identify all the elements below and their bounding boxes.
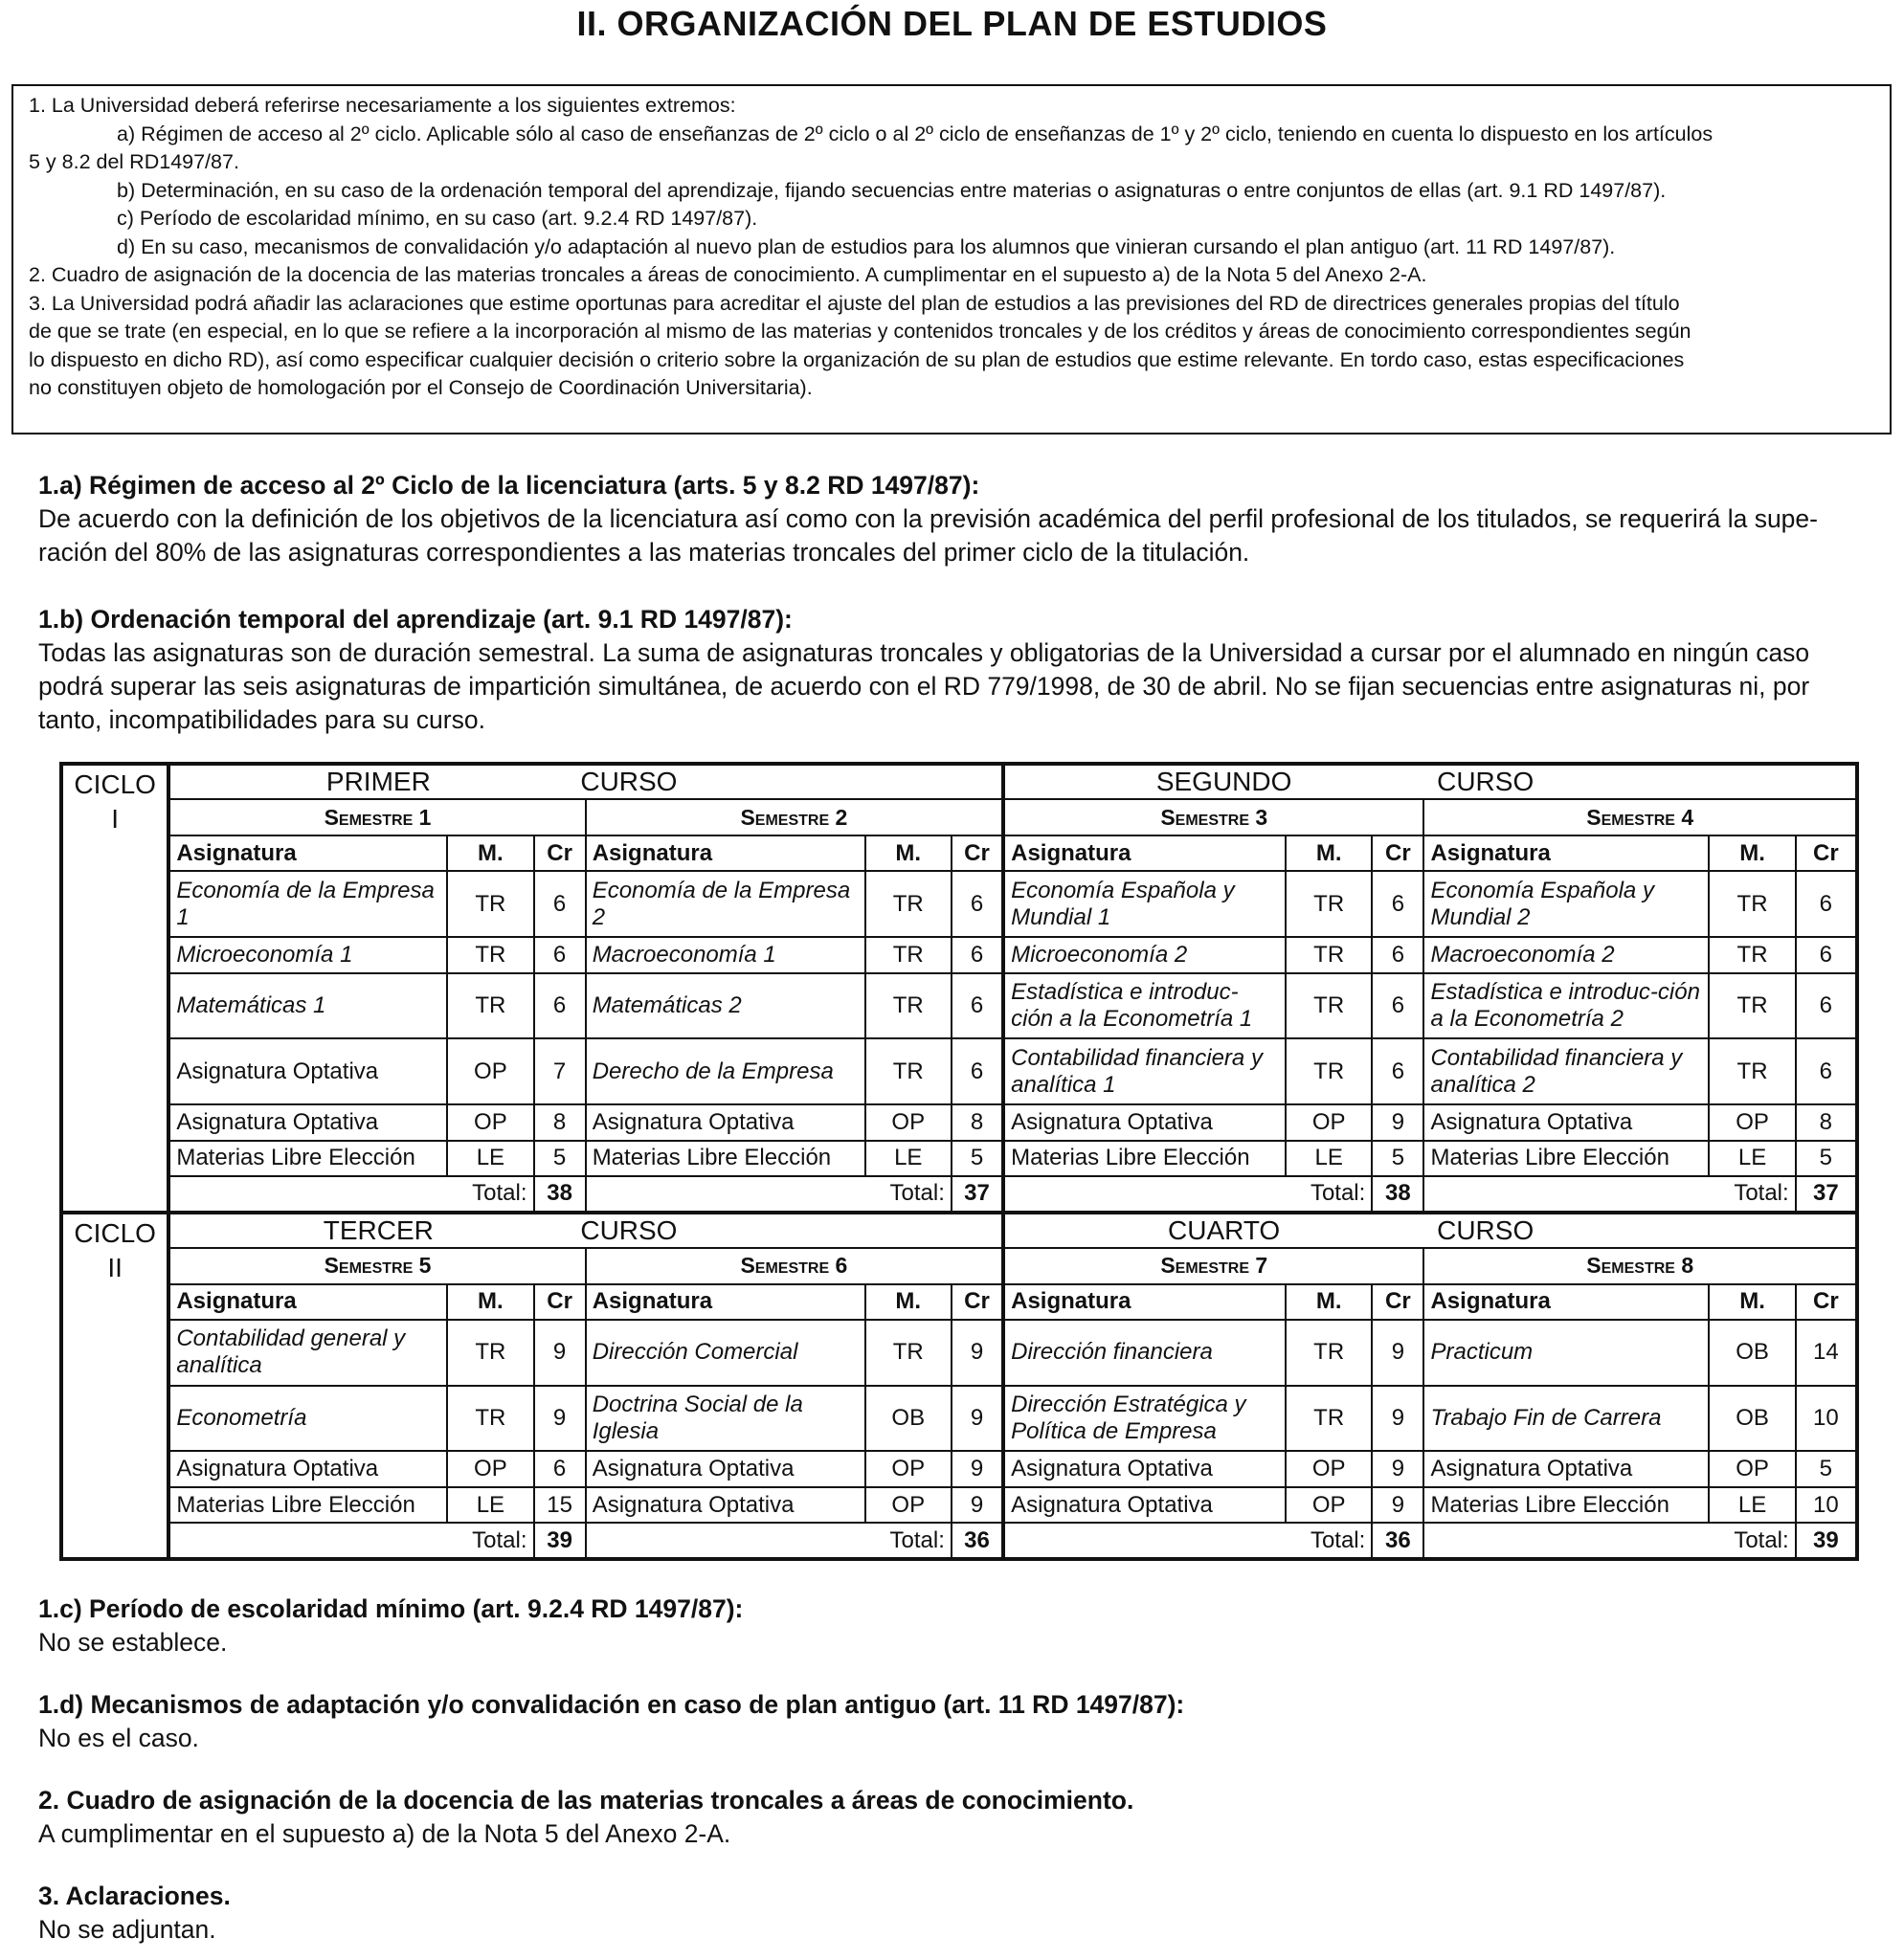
subject-type: OB: [865, 1386, 952, 1452]
subject-type: TR: [865, 937, 952, 972]
section-text: No se establece.: [38, 1628, 228, 1657]
subject-name: Estadística e introduc-ción a la Econometría 1: [1003, 973, 1286, 1039]
subject-type: OP: [1286, 1104, 1372, 1140]
subject-credits: 9: [952, 1451, 1003, 1486]
subject-name: Dirección Comercial: [586, 1320, 865, 1386]
semestre-header: Semestre 3: [1003, 799, 1423, 835]
subject-type: LE: [1709, 1141, 1795, 1176]
subject-name: Asignatura Optativa: [1423, 1451, 1709, 1486]
ciclo-label: [61, 764, 168, 1213]
table-row: [61, 1487, 1857, 1523]
subject-name: Dirección financiera: [1003, 1320, 1286, 1386]
subject-credits: 6: [952, 973, 1003, 1039]
col-header-m: M.: [1709, 1284, 1795, 1320]
table-row: [61, 871, 1857, 937]
instruction-line: 2. Cuadro de asignación de la docencia de las materias troncales a áreas de conocimiento. A cumplimentar en el supuesto a) de la Nota 5 del Anexo 2-A.: [29, 263, 1427, 286]
section-text: ración del 80% de las asignaturas correspondientes a las materias troncales del primer ciclo de la titulación.: [38, 538, 1250, 567]
semestre-row: [61, 799, 1857, 835]
col-header-m: M.: [1709, 835, 1795, 871]
subject-type: TR: [1286, 937, 1372, 972]
subject-credits: 9: [952, 1320, 1003, 1386]
subject-type: TR: [1286, 871, 1372, 937]
subject-name: Asignatura Optativa: [1003, 1104, 1286, 1140]
section-1a: [38, 469, 1876, 569]
subject-credits: 9: [952, 1386, 1003, 1452]
instruction-line: no constituyen objeto de homologación por el Consejo de Coordinación Universitaria).: [29, 376, 813, 399]
col-header-m: M.: [865, 1284, 952, 1320]
subject-name: Practicum: [1423, 1320, 1709, 1386]
curso-header-row: [61, 764, 1857, 799]
subject-type: TR: [865, 871, 952, 937]
table-row: [61, 937, 1857, 972]
subject-name: Dirección Estratégica y Política de Empresa: [1003, 1386, 1286, 1452]
table-row: [61, 1451, 1857, 1486]
ciclo-number: II: [107, 1252, 123, 1282]
table-row: [61, 1038, 1857, 1104]
subject-type: OP: [1286, 1451, 1372, 1486]
instruction-line: 1. La Universidad deberá referirse necesariamente a los siguientes extremos:: [29, 94, 736, 117]
subject-credits: 15: [534, 1487, 586, 1523]
subject-credits: 6: [534, 937, 586, 972]
subject-credits: 9: [1372, 1104, 1423, 1140]
subject-credits: 8: [534, 1104, 586, 1140]
subject-credits: 6: [1796, 1038, 1857, 1104]
section-text: No se adjuntan.: [38, 1915, 216, 1944]
total-value: 36: [952, 1523, 1003, 1559]
instruction-line: c) Período de escolaridad mínimo, en su caso (art. 9.2.4 RD 1497/87).: [117, 207, 758, 230]
curso-ordinal: PRIMER: [325, 767, 431, 797]
curso-word: CURSO: [580, 1214, 678, 1245]
subject-credits: 9: [1372, 1487, 1423, 1523]
section-heading: 2. Cuadro de asignación de la docencia de las materias troncales a áreas de conocimiento.: [38, 1786, 1134, 1815]
subject-credits: 9: [1372, 1386, 1423, 1452]
subject-name: Trabajo Fin de Carrera: [1423, 1386, 1709, 1452]
col-header-m: M.: [1286, 835, 1372, 871]
subject-name: Econometría: [168, 1386, 447, 1452]
section-1b: [38, 603, 1876, 737]
total-value: 39: [534, 1523, 586, 1559]
subject-name: Macroeconomía 2: [1423, 937, 1709, 972]
col-header-m: M.: [1286, 1284, 1372, 1320]
subject-type: OP: [447, 1451, 533, 1486]
subject-name: Economía de la Empresa 2: [586, 871, 865, 937]
subject-credits: 6: [1796, 937, 1857, 972]
subject-type: TR: [1286, 1038, 1372, 1104]
curso-header-row: [61, 1213, 1857, 1248]
subject-credits: 6: [1372, 973, 1423, 1039]
subject-credits: 5: [1796, 1451, 1857, 1486]
subject-type: TR: [865, 973, 952, 1039]
semestre-header: Semestre 6: [586, 1248, 1003, 1283]
page-title: II. ORGANIZACIÓN DEL PLAN DE ESTUDIOS: [576, 4, 1328, 43]
subject-name: Matemáticas 2: [586, 973, 865, 1039]
col-header-cr: Cr: [534, 835, 586, 871]
subject-credits: 6: [952, 871, 1003, 937]
total-label: Total:: [1003, 1523, 1372, 1559]
subject-credits: 5: [534, 1141, 586, 1176]
subject-credits: 6: [1796, 973, 1857, 1039]
subject-name: Materias Libre Elección: [1423, 1487, 1709, 1523]
curso-header: [1003, 764, 1857, 799]
subject-credits: 6: [1372, 1038, 1423, 1104]
total-label: Total:: [168, 1523, 533, 1559]
subject-name: Asignatura Optativa: [586, 1451, 865, 1486]
subject-credits: 6: [534, 871, 586, 937]
instructions-box: [11, 84, 1892, 434]
total-label: Total:: [168, 1176, 533, 1212]
instruction-line: d) En su caso, mecanismos de convalidación y/o adaptación al nuevo plan de estudios para los alumnos que vinieran cursando el plan antiguo (art. 11 RD 1497/87).: [117, 234, 1616, 258]
curso-ordinal: SEGUNDO: [1155, 767, 1292, 797]
col-header-asignatura: Asignatura: [586, 835, 865, 871]
subject-credits: 5: [1796, 1141, 1857, 1176]
subject-credits: 5: [952, 1141, 1003, 1176]
subject-credits: 6: [952, 1038, 1003, 1104]
semestre-header: Semestre 5: [168, 1248, 585, 1283]
subject-type: LE: [865, 1141, 952, 1176]
subject-type: OP: [865, 1451, 952, 1486]
col-header-cr: Cr: [952, 1284, 1003, 1320]
col-header-m: M.: [447, 1284, 533, 1320]
subject-name: Contabilidad financiera y analítica 2: [1423, 1038, 1709, 1104]
subject-name: Derecho de la Empresa: [586, 1038, 865, 1104]
section-heading: 1.c) Período de escolaridad mínimo (art. 9.2.4 RD 1497/87):: [38, 1594, 744, 1623]
section-text: A cumplimentar en el supuesto a) de la Nota 5 del Anexo 2-A.: [38, 1819, 731, 1848]
section-text: No es el caso.: [38, 1724, 199, 1752]
subject-credits: 9: [534, 1320, 586, 1386]
subject-type: LE: [447, 1141, 533, 1176]
col-header-asignatura: Asignatura: [1003, 1284, 1286, 1320]
subject-type: TR: [447, 937, 533, 972]
semestre-row: [61, 1248, 1857, 1283]
total-label: Total:: [586, 1523, 952, 1559]
subject-type: OP: [447, 1104, 533, 1140]
col-header-cr: Cr: [1796, 1284, 1857, 1320]
section-text: tanto, incompatibilidades para su curso.: [38, 705, 485, 734]
subject-name: Estadística e introduc-ción a la Econometría 2: [1423, 973, 1709, 1039]
subject-credits: 10: [1796, 1386, 1857, 1452]
col-header-asignatura: Asignatura: [168, 1284, 447, 1320]
section-3: [38, 1880, 1876, 1947]
section-text: De acuerdo con la definición de los objetivos de la licenciatura así como con la previsión académica del perfil profesional de los titulados, se requerirá la supe-: [38, 504, 1818, 533]
table-row: [61, 1104, 1857, 1140]
table-row: [61, 1386, 1857, 1452]
total-label: Total:: [1003, 1176, 1372, 1212]
subject-name: Materias Libre Elección: [1423, 1141, 1709, 1176]
totals-row: [61, 1523, 1857, 1559]
section-heading: 1.d) Mecanismos de adaptación y/o convalidación en caso de plan antiguo (art. 11 RD 1497/87):: [38, 1690, 1185, 1719]
col-header-cr: Cr: [952, 835, 1003, 871]
subject-name: Microeconomía 2: [1003, 937, 1286, 972]
subject-name: Asignatura Optativa: [586, 1487, 865, 1523]
ciclo-title: CICLO: [74, 769, 156, 799]
curso-word: CURSO: [1437, 767, 1534, 797]
subject-type: OP: [447, 1038, 533, 1104]
subject-credits: 8: [952, 1104, 1003, 1140]
curso-word: CURSO: [1437, 1214, 1534, 1245]
subject-credits: 8: [1796, 1104, 1857, 1140]
subject-credits: 14: [1796, 1320, 1857, 1386]
col-header-asignatura: Asignatura: [1423, 835, 1709, 871]
subject-credits: 9: [1372, 1320, 1423, 1386]
instruction-line: a) Régimen de acceso al 2º ciclo. Aplicable sólo al caso de enseñanzas de 2º ciclo o al 2º ciclo de enseñanzas de 1º y 2º ciclo, teniendo en cuenta lo dispuesto en los artículos: [117, 122, 1714, 145]
subject-type: LE: [1709, 1487, 1795, 1523]
subject-name: Macroeconomía 1: [586, 937, 865, 972]
section-1c: [38, 1592, 1876, 1659]
curso-ordinal: TERCER: [323, 1214, 434, 1245]
table-row: [61, 1141, 1857, 1176]
subject-credits: 5: [1372, 1141, 1423, 1176]
section-heading: 3. Aclaraciones.: [38, 1882, 231, 1910]
subject-type: TR: [1709, 973, 1795, 1039]
subject-type: TR: [865, 1320, 952, 1386]
total-value: 36: [1372, 1523, 1423, 1559]
subject-credits: 6: [534, 1451, 586, 1486]
subject-name: Doctrina Social de la Iglesia: [586, 1386, 865, 1452]
subject-type: OP: [1709, 1451, 1795, 1486]
section-heading: 1.b) Ordenación temporal del aprendizaje (art. 9.1 RD 1497/87):: [38, 605, 793, 634]
instruction-line: de que se trate (en especial, en lo que se refiere a la incorporación al mismo de las materias y contenidos troncales y de los créditos y áreas de conocimiento correspondientes según: [29, 320, 1691, 343]
subject-credits: 6: [1372, 937, 1423, 972]
col-header-asignatura: Asignatura: [168, 835, 447, 871]
col-header-cr: Cr: [534, 1284, 586, 1320]
subject-type: TR: [1709, 871, 1795, 937]
subject-type: TR: [447, 1386, 533, 1452]
section-text: Todas las asignaturas son de duración semestral. La suma de asignaturas troncales y obligatorias de la Universidad a cursar por el alumnado en ningún caso: [38, 638, 1810, 667]
subject-type: OP: [865, 1104, 952, 1140]
ciclo-label: [61, 1213, 168, 1559]
subject-type: OP: [865, 1487, 952, 1523]
subject-type: OP: [1709, 1104, 1795, 1140]
col-header-asignatura: Asignatura: [1423, 1284, 1709, 1320]
subject-type: TR: [1709, 1038, 1795, 1104]
subject-name: Asignatura Optativa: [1003, 1451, 1286, 1486]
subject-type: TR: [1286, 1320, 1372, 1386]
subject-name: Materias Libre Elección: [168, 1141, 447, 1176]
subject-name: Asignatura Optativa: [168, 1104, 447, 1140]
subject-credits: 9: [1372, 1451, 1423, 1486]
col-header-asignatura: Asignatura: [1003, 835, 1286, 871]
subject-type: OP: [1286, 1487, 1372, 1523]
semestre-header: Semestre 7: [1003, 1248, 1423, 1283]
table-row: [61, 973, 1857, 1039]
subject-type: TR: [1286, 973, 1372, 1039]
subject-name: Materias Libre Elección: [586, 1141, 865, 1176]
table-row: [61, 1320, 1857, 1386]
total-value: 37: [952, 1176, 1003, 1212]
curso-header: [168, 764, 1003, 799]
semestre-header: Semestre 1: [168, 799, 585, 835]
ciclo-title: CICLO: [74, 1217, 156, 1248]
subject-credits: 10: [1796, 1487, 1857, 1523]
subject-credits: 6: [1372, 871, 1423, 937]
subject-name: Contabilidad general y analítica: [168, 1320, 447, 1386]
subject-type: LE: [1286, 1141, 1372, 1176]
subject-name: Asignatura Optativa: [168, 1038, 447, 1104]
semestre-header: Semestre 2: [586, 799, 1003, 835]
col-header-m: M.: [447, 835, 533, 871]
subject-credits: 7: [534, 1038, 586, 1104]
subject-type: TR: [447, 1320, 533, 1386]
total-value: 38: [534, 1176, 586, 1212]
subject-name: Matemáticas 1: [168, 973, 447, 1039]
instruction-line: 5 y 8.2 del RD1497/87.: [29, 150, 239, 173]
subject-name: Asignatura Optativa: [1423, 1104, 1709, 1140]
curso-header: [168, 1213, 1003, 1248]
total-label: Total:: [1423, 1523, 1795, 1559]
subject-type: LE: [447, 1487, 533, 1523]
col-header-asignatura: Asignatura: [586, 1284, 865, 1320]
subject-type: OB: [1709, 1320, 1795, 1386]
subject-credits: 6: [1796, 871, 1857, 937]
subject-name: Economía Española y Mundial 1: [1003, 871, 1286, 937]
instruction-line: b) Determinación, en su caso de la ordenación temporal del aprendizaje, fijando secuencias entre materias o asignaturas o entre conjuntos de ellas (art. 9.1 RD 1497/87).: [117, 178, 1667, 202]
col-header-m: M.: [865, 835, 952, 871]
total-value: 39: [1796, 1523, 1857, 1559]
subject-type: TR: [865, 1038, 952, 1104]
column-header-row: [61, 1284, 1857, 1320]
subject-name: Economía de la Empresa 1: [168, 871, 447, 937]
col-header-cr: Cr: [1372, 835, 1423, 871]
subject-type: TR: [447, 871, 533, 937]
instruction-line: lo dispuesto en dicho RD), así como especificar cualquier decisión o criterio sobre la organización de su plan de estudios que estime relevante. En tordo caso, estas especificaciones: [29, 347, 1685, 371]
subject-name: Asignatura Optativa: [168, 1451, 447, 1486]
subject-name: Contabilidad financiera y analítica 1: [1003, 1038, 1286, 1104]
subject-name: Asignatura Optativa: [1003, 1487, 1286, 1523]
total-value: 37: [1796, 1176, 1857, 1212]
total-label: Total:: [586, 1176, 952, 1212]
subject-type: OB: [1709, 1386, 1795, 1452]
subject-name: Asignatura Optativa: [586, 1104, 865, 1140]
subject-credits: 9: [534, 1386, 586, 1452]
subject-name: Materias Libre Elección: [1003, 1141, 1286, 1176]
instruction-line: 3. La Universidad podrá añadir las aclaraciones que estime oportunas para acreditar el ajuste del plan de estudios a las previsiones del RD de directrices generales propias del título: [29, 291, 1680, 315]
section-text: podrá superar las seis asignaturas de impartición simultánea, de acuerdo con el RD 779/1998, de 30 de abril. No se fijan secuencias entre asignaturas ni, por: [38, 672, 1810, 701]
section-heading: 1.a) Régimen de acceso al 2º Ciclo de la licenciatura (arts. 5 y 8.2 RD 1497/87):: [38, 471, 980, 500]
curso-ordinal: CUARTO: [1168, 1214, 1281, 1245]
semestre-header: Semestre 8: [1423, 1248, 1857, 1283]
subject-credits: 9: [952, 1487, 1003, 1523]
subject-credits: 6: [534, 973, 586, 1039]
column-header-row: [61, 835, 1857, 871]
subject-type: TR: [1286, 1386, 1372, 1452]
totals-row: [61, 1176, 1857, 1212]
subject-credits: 6: [952, 937, 1003, 972]
curso-word: CURSO: [580, 767, 678, 797]
ciclo-number: I: [111, 804, 120, 834]
subject-type: TR: [447, 973, 533, 1039]
curso-header: [1003, 1213, 1857, 1248]
study-plan-table: [59, 762, 1859, 1561]
semestre-header: Semestre 4: [1423, 799, 1857, 835]
subject-type: TR: [1709, 937, 1795, 972]
section-2: [38, 1784, 1876, 1851]
total-label: Total:: [1423, 1176, 1795, 1212]
subject-name: Materias Libre Elección: [168, 1487, 447, 1523]
subject-name: Economía Española y Mundial 2: [1423, 871, 1709, 937]
col-header-cr: Cr: [1796, 835, 1857, 871]
total-value: 38: [1372, 1176, 1423, 1212]
section-1d: [38, 1688, 1876, 1755]
subject-name: Microeconomía 1: [168, 937, 447, 972]
col-header-cr: Cr: [1372, 1284, 1423, 1320]
